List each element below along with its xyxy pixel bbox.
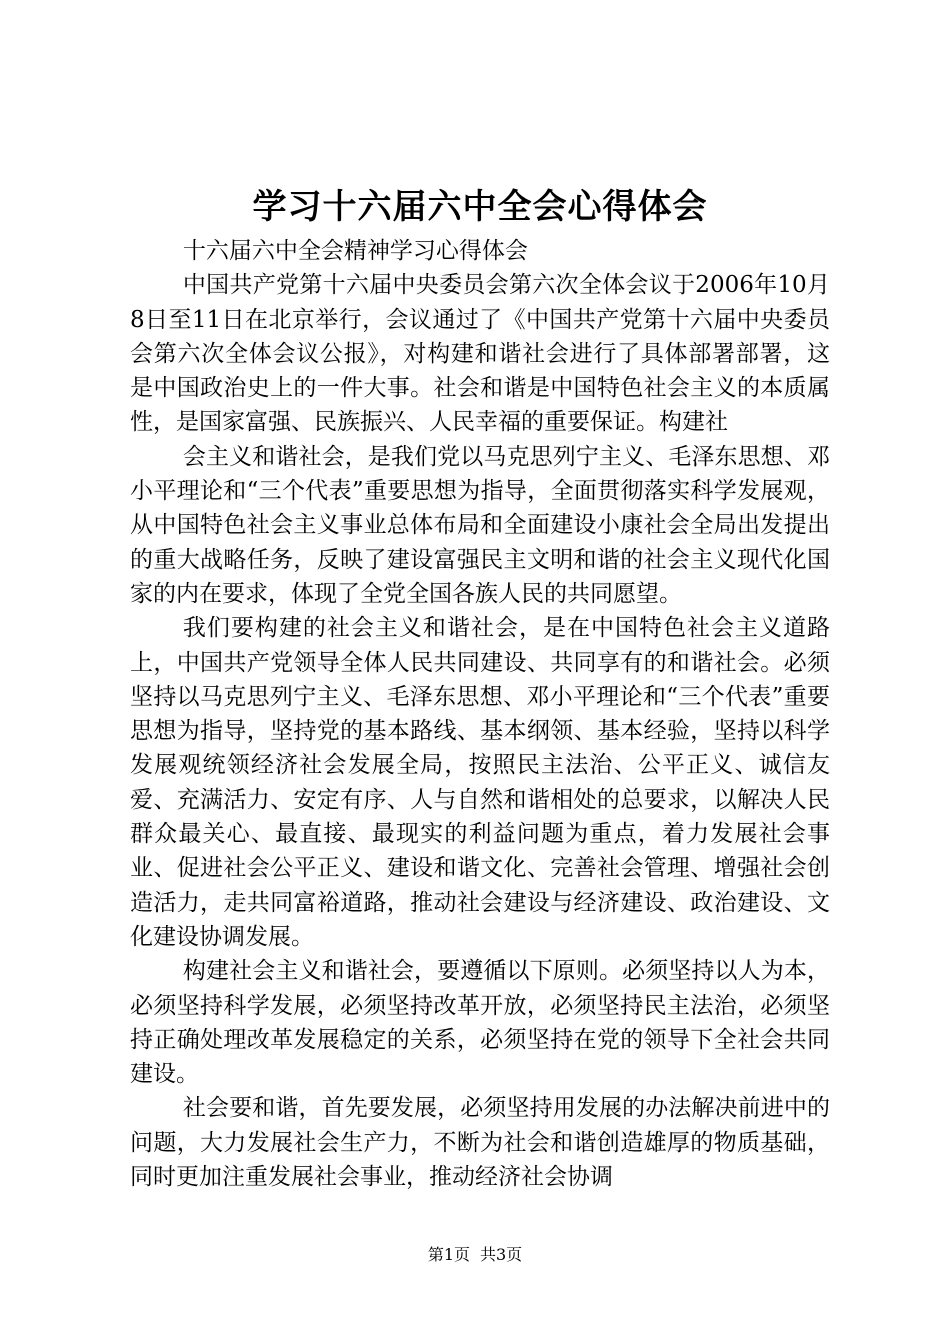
paragraph: 构建社会主义和谐社会，要遵循以下原则。必须坚持以人为本，必须坚持科学发展，必须坚持改革开放，必须坚持民主法治，必须坚持正确处理改革发展稳定的关系，必须坚持在党的领导下全社会共同建设。	[130, 958, 830, 1088]
page-footer	[0, 1244, 950, 1266]
document-title: 学习十六届六中全会心得体会	[252, 187, 708, 227]
paragraph: 我们要构建的社会主义和谐社会，是在中国特色社会主义道路上，中国共产党领导全体人民共同建设、共同享有的和谐社会。必须坚持以马克思列宁主义、毛泽东思想、邓小平理论和“三个代表”重要思想为指导，坚持党的基本路线、基本纲领、基本经验，坚持以科学发展观统领经济社会发展全局，按照民主法治、公平正义、诚信友爱、充满活力、安定有序、人与自然和谐相处的总要求，以解决人民群众最关心、最直接、最现实的利益问题为重点，着力发展社会事业、促进社会公平正义、建设和谐文化、完善社会管理、增强社会创造活力，走共同富裕道路，推动社会建设与经济建设、政治建设、文化建设协调发展。	[130, 615, 830, 950]
paragraph: 中国共产党第十六届中央委员会第六次全体会议于2006年10月8日至11日在北京举行，会议通过了《中国共产党第十六届中央委员会第六次全体会议公报》，对构建和谐社会进行了具体部署部署，这是中国政治史上的一件大事。社会和谐是中国特色社会主义的本质属性，是国家富强、民族振兴、人民幸福的重要保证。构建社	[130, 272, 830, 436]
paragraph: 社会要和谐，首先要发展，必须坚持用发展的办法解决前进中的问题，大力发展社会生产力，不断为社会和谐创造雄厚的物质基础，同时更加注重发展社会事业，推动经济社会协调	[130, 1095, 830, 1191]
document-body	[130, 234, 830, 1194]
page-total: 共3页	[480, 1245, 523, 1264]
page-number: 第1页	[427, 1245, 470, 1264]
paragraph: 会主义和谐社会，是我们党以马克思列宁主义、毛泽东思想、邓小平理论和“三个代表”重要思想为指导，全面贯彻落实科学发展观，从中国特色社会主义事业总体布局和全面建设小康社会全局出发提出的重大战略任务，反映了建设富强民主文明和谐的社会主义现代化国家的内在要求，体现了全党全国各族人民的共同愿望。	[130, 443, 830, 607]
paragraph-subtitle: 十六届六中全会精神学习心得体会	[182, 238, 528, 264]
